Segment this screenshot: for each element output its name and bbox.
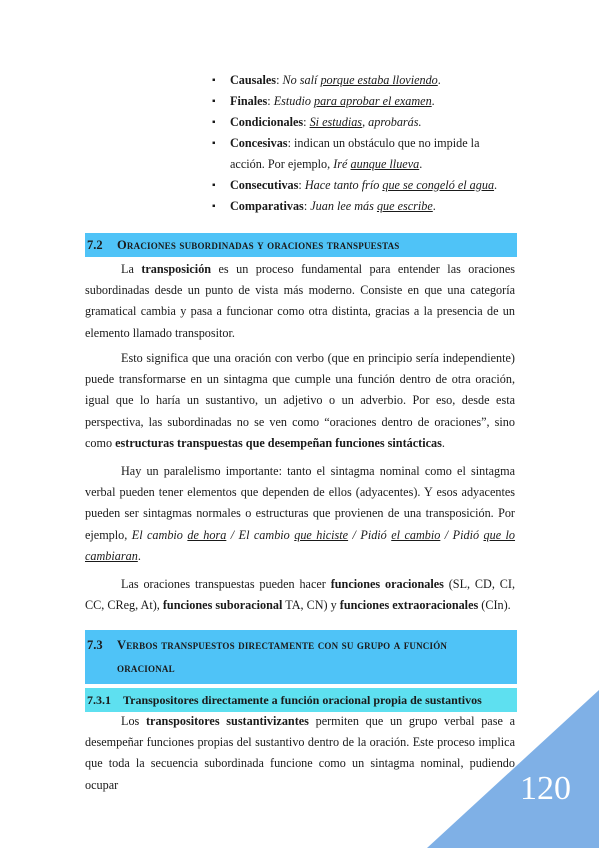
paragraph: Esto significa que una oración con verbo (que en principio sería independiente) puede transformarse en un sintagma que cumple una función dentro de otra oración, igual que lo haría un sustantivo, un adjetivo o un adverbio. Por eso, desde esta perspectiva, las subordinadas no se ven como “oraciones dentro de oraciones”, sino como estructuras transpuestas que desempeñan funciones sintácticas.	[85, 351, 515, 450]
list-item: ▪ Concesivas: indican un obstáculo que no impide la acción. Por ejemplo, Iré aunque llueva.	[212, 133, 512, 175]
list-item: ▪ Condicionales: Si estudias, aprobarás.	[212, 112, 512, 133]
list-item: ▪ Comparativas: Juan lee más que escribe.	[212, 196, 512, 217]
section-title-continued: oracional	[117, 661, 175, 675]
term: Consecutivas	[230, 178, 299, 192]
example-underlined: que se congeló el agua	[382, 178, 495, 192]
section-heading-7-3	[85, 630, 517, 684]
term: Condicionales	[230, 115, 304, 129]
paragraph: Los transpositores sustantivizantes permiten que un grupo verbal pase a desempeñar funciones propias del sustantivo dentro de la oración. Este proceso implica que toda la secuencia subordinada funcione como un sintagma nominal, pudiendo ocupar	[85, 714, 515, 792]
section-number: 7.2	[87, 238, 103, 252]
section-title: Verbos transpuestos directamente con su grupo a función	[117, 638, 448, 652]
term: Causales	[230, 73, 277, 87]
list-item: ▪ Finales: Estudio para aprobar el examen.	[212, 91, 512, 112]
example-underlined: para aprobar el examen	[313, 94, 432, 108]
list-item: ▪ Consecutivas: Hace tanto frío que se congeló el agua.	[212, 175, 512, 196]
term: Concesivas	[230, 136, 288, 150]
subsection-number: 7.3.1	[87, 693, 111, 707]
subordinate-types-list	[212, 70, 512, 217]
list-item: ▪ Causales: No salí porque estaba lloviendo.	[212, 70, 512, 91]
page-number: 120	[520, 770, 571, 807]
example-underlined: Si estudias	[309, 115, 363, 129]
section-heading-7-2	[85, 233, 517, 257]
example-underlined: aunque llueva	[350, 157, 420, 171]
paragraph: La transposición es un proceso fundamental para entender las oraciones subordinadas desde un punto de vista más moderno. Consiste en que una categoría gramatical cambia y pasa a funcionar como otra distinta, gracias a la presencia de un elemento llamado transpositor.	[85, 262, 515, 340]
paragraph: Hay un paralelismo importante: tanto el sintagma nominal como el sintagma verbal pueden tener elementos que dependen de ellos (adyacentes). Y esos adyacentes pueden ser sintagmas normales o estructuras que provienen de una transposición. Por ejemplo, El cambio de hora / El cambio que hiciste / Pidió el cambio / Pidió que lo cambiaran.	[85, 464, 516, 563]
section-number: 7.3	[87, 638, 103, 652]
subsection-title: Transpositores directamente a función oracional propia de sustantivos	[123, 693, 482, 707]
example-underlined: que escribe	[376, 199, 433, 213]
corner-decoration	[427, 690, 599, 848]
term: Comparativas	[230, 199, 304, 213]
section-title: Oraciones subordinadas y oraciones transpuestas	[117, 238, 400, 252]
example-underlined: porque estaba lloviendo	[320, 73, 438, 87]
paragraph: Las oraciones transpuestas pueden hacer funciones oracionales (SL, CD, CI, CC, CReg, At), funciones suboracional TA, CN) y funciones extraoracionales (CIn).	[85, 577, 515, 613]
term: Finales	[230, 94, 268, 108]
